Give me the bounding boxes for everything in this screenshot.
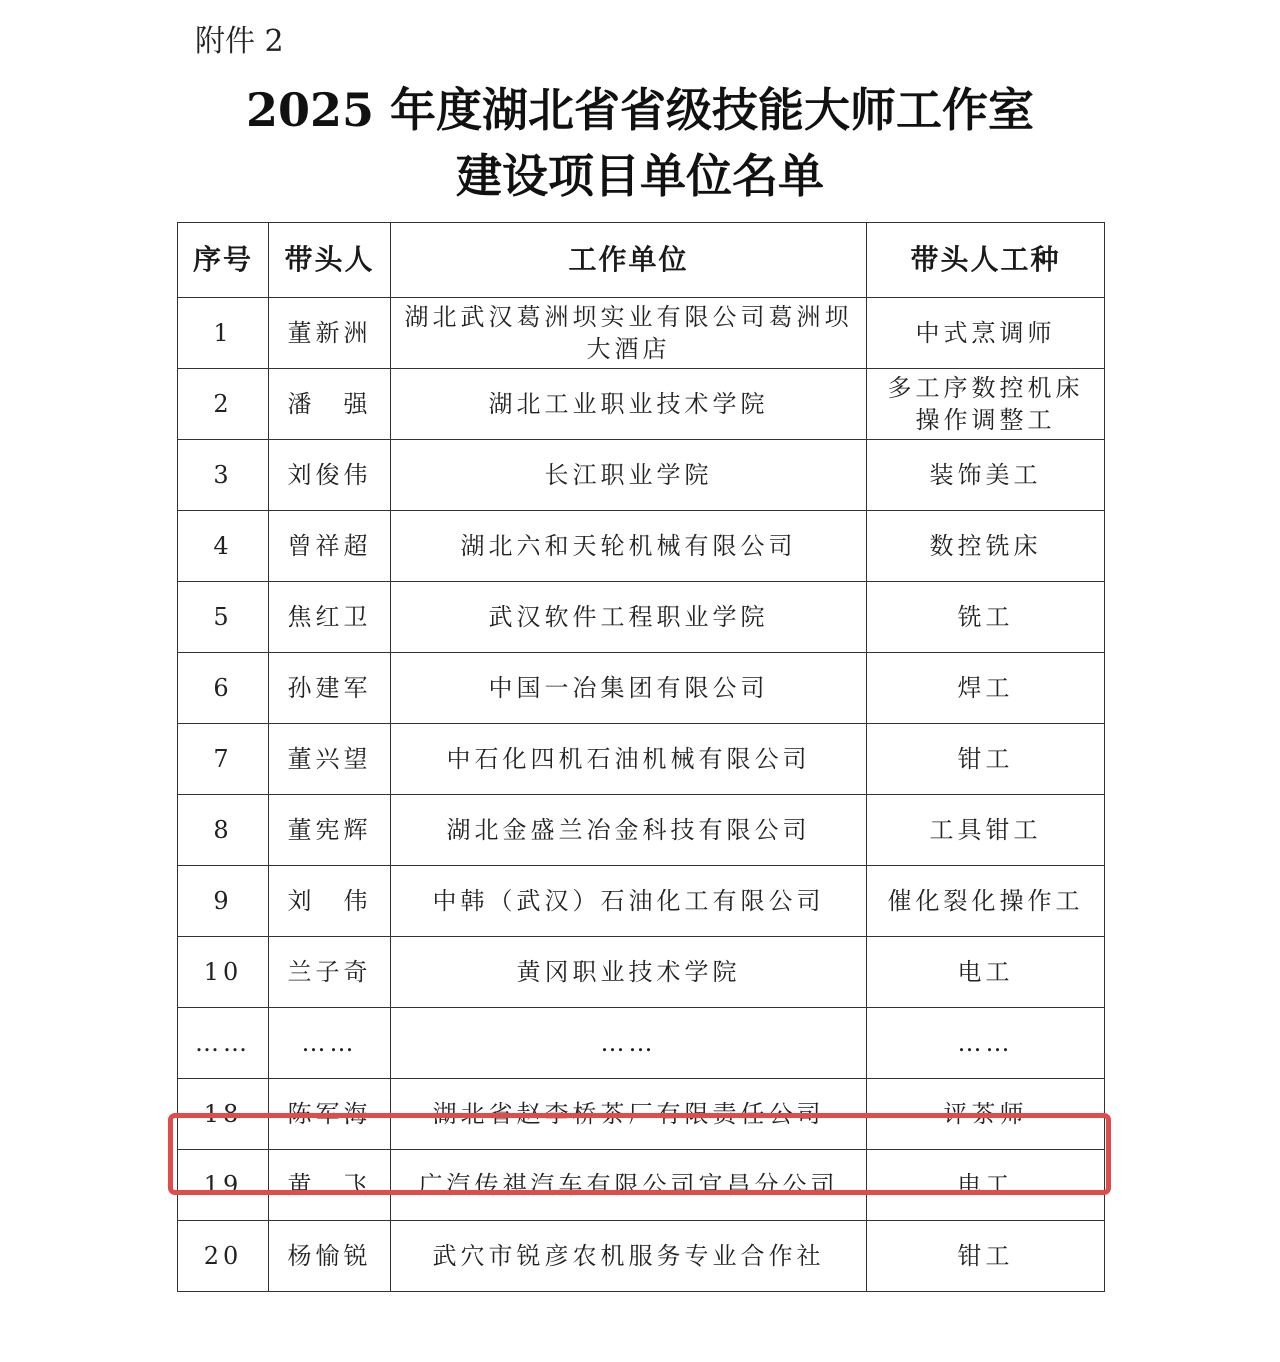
table-row [178, 582, 1105, 653]
table-row [178, 1221, 1105, 1292]
cell-trade: 评茶师 [867, 1079, 1105, 1150]
cell-serial: 2 [178, 369, 269, 440]
cell-leader: 潘 强 [269, 369, 391, 440]
cell-serial: …… [178, 1008, 269, 1079]
cell-leader: 刘俊伟 [269, 440, 391, 511]
cell-leader: 陈军海 [269, 1079, 391, 1150]
cell-unit: 湖北六和天轮机械有限公司 [391, 511, 867, 582]
cell-unit: 长江职业学院 [391, 440, 867, 511]
unit-list-table [177, 222, 1105, 1292]
cell-trade: 钳工 [867, 1221, 1105, 1292]
table-row [178, 1150, 1105, 1221]
cell-trade: …… [867, 1008, 1105, 1079]
table-row [178, 440, 1105, 511]
cell-serial: 5 [178, 582, 269, 653]
attachment-label: 附件 2 [195, 24, 284, 59]
cell-serial: 18 [178, 1079, 269, 1150]
cell-unit: 中国一冶集团有限公司 [391, 653, 867, 724]
cell-serial: 1 [178, 298, 269, 369]
cell-serial: 7 [178, 724, 269, 795]
cell-unit: 湖北工业职业技术学院 [391, 369, 867, 440]
cell-leader: 黄 飞 [269, 1150, 391, 1221]
header-leader: 带头人 [269, 223, 391, 298]
cell-serial: 20 [178, 1221, 269, 1292]
cell-trade: 电工 [867, 1150, 1105, 1221]
cell-trade: 铣工 [867, 582, 1105, 653]
cell-trade: 多工序数控机床操作调整工 [867, 369, 1105, 440]
table-row [178, 511, 1105, 582]
table-row [178, 369, 1105, 440]
header-serial: 序号 [178, 223, 269, 298]
header-trade: 带头人工种 [867, 223, 1105, 298]
cell-trade: 焊工 [867, 653, 1105, 724]
cell-leader: 刘 伟 [269, 866, 391, 937]
cell-trade: 催化裂化操作工 [867, 866, 1105, 937]
cell-serial: 4 [178, 511, 269, 582]
table-row [178, 298, 1105, 369]
cell-leader: 杨愉锐 [269, 1221, 391, 1292]
cell-trade: 装饰美工 [867, 440, 1105, 511]
cell-unit: …… [391, 1008, 867, 1079]
table-row [178, 937, 1105, 1008]
cell-leader: 曾祥超 [269, 511, 391, 582]
cell-serial: 8 [178, 795, 269, 866]
table-row [178, 724, 1105, 795]
cell-unit: 湖北武汉葛洲坝实业有限公司葛洲坝大酒店 [391, 298, 867, 369]
cell-leader: 董新洲 [269, 298, 391, 369]
cell-unit: 中韩（武汉）石油化工有限公司 [391, 866, 867, 937]
cell-leader: …… [269, 1008, 391, 1079]
cell-leader: 焦红卫 [269, 582, 391, 653]
document-title-line2: 建设项目单位名单 [456, 149, 824, 203]
cell-trade: 工具钳工 [867, 795, 1105, 866]
cell-leader: 董宪辉 [269, 795, 391, 866]
cell-leader: 兰子奇 [269, 937, 391, 1008]
cell-serial: 9 [178, 866, 269, 937]
cell-serial: 19 [178, 1150, 269, 1221]
cell-leader: 孙建军 [269, 653, 391, 724]
document-title-line1: 2025 年度湖北省省级技能大师工作室 [245, 83, 1035, 137]
table-header-row [178, 223, 1105, 298]
table-row [178, 866, 1105, 937]
cell-trade: 中式烹调师 [867, 298, 1105, 369]
cell-trade: 电工 [867, 937, 1105, 1008]
table-row [178, 653, 1105, 724]
table-row [178, 1008, 1105, 1079]
cell-trade: 钳工 [867, 724, 1105, 795]
cell-serial: 3 [178, 440, 269, 511]
cell-unit: 湖北省赵李桥茶厂有限责任公司 [391, 1079, 867, 1150]
header-unit: 工作单位 [391, 223, 867, 298]
cell-unit: 中石化四机石油机械有限公司 [391, 724, 867, 795]
cell-unit: 广汽传祺汽车有限公司宜昌分公司 [391, 1150, 867, 1221]
cell-unit: 武穴市锐彦农机服务专业合作社 [391, 1221, 867, 1292]
table-row [178, 1079, 1105, 1150]
cell-trade: 数控铣床 [867, 511, 1105, 582]
cell-unit: 武汉软件工程职业学院 [391, 582, 867, 653]
cell-leader: 董兴望 [269, 724, 391, 795]
cell-unit: 黄冈职业技术学院 [391, 937, 867, 1008]
cell-serial: 6 [178, 653, 269, 724]
table-row [178, 795, 1105, 866]
cell-unit: 湖北金盛兰冶金科技有限公司 [391, 795, 867, 866]
cell-serial: 10 [178, 937, 269, 1008]
